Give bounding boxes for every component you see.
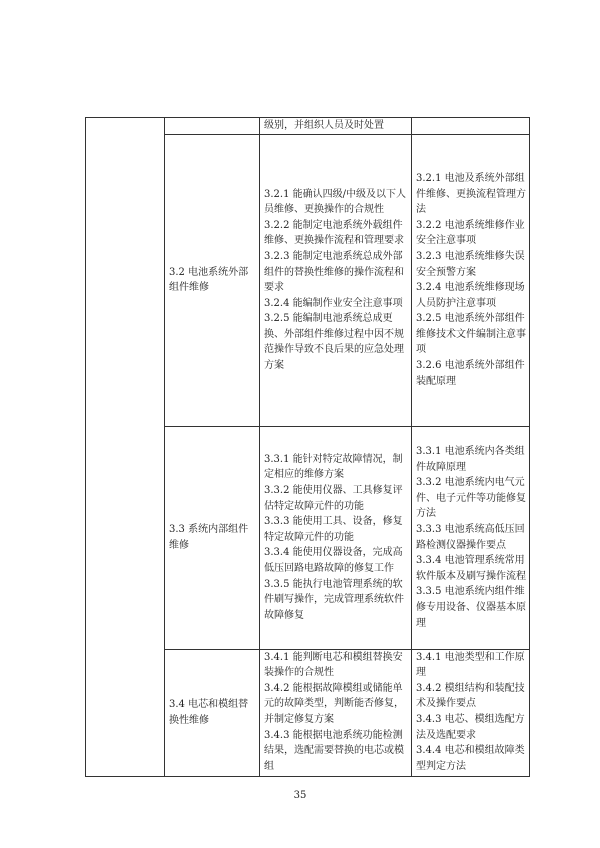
skill-item: 3.2.2 能制定电池系统外载组件维修、更换操作流程和管理要求 — [264, 219, 404, 247]
skill-item: 3.4.1 能判断电芯和模组替换安装操作的合规性 — [264, 651, 403, 679]
skill-item: 3.2.3 能制定电池系统总成外部组件的替换性维修的操作流程和要求 — [264, 250, 404, 294]
job-function-cell — [86, 118, 165, 777]
skills-cell — [260, 649, 412, 776]
knowledge-item: 3.4.3 电芯、模组选配方法及选配要求 — [416, 713, 525, 741]
skill-item: 3.3.3 能使用工具、设备，修复特定故障元件的功能 — [264, 516, 403, 543]
knowledge-item: 3.2.6 电池系统外部组件装配原理 — [416, 360, 525, 387]
skill-item: 3.3.4 能使用仪器设备，完成高低压回路电路故障的修复工作 — [264, 547, 403, 574]
section-cell: 3.4 电芯和模组替换性维修 — [165, 649, 260, 776]
knowledge-item: 3.4.2 模组结构和装配技术及操作要点 — [416, 682, 525, 710]
knowledge-item: 3.2.5 电池系统外部组件维修技术文件编制注意事项 — [416, 313, 526, 356]
knowledge-item: 3.4.4 电芯和模组故障类型判定方法 — [416, 745, 525, 772]
page-number: 35 — [293, 790, 307, 801]
skill-item: 3.2.4 能编制作业安全注意事项 — [264, 297, 403, 309]
skills-cell — [260, 118, 412, 135]
knowledge-item: 3.3.2 电池系统内电气元件、电子元件等功能修复方法 — [416, 477, 526, 520]
skill-item: 3.3.1 能针对特定故障情况，制定相应的维修方案 — [264, 453, 403, 481]
knowledge-item: 3.3.3 电池系统高低压回路检测仪器操作要点 — [416, 524, 525, 551]
skill-item: 3.4.2 能根据故障模组或储能单元的故障类型，判断能否修复，并制定修复方案 — [264, 682, 404, 725]
skill-item: 3.3.2 能使用仪器、工具修复评估特定故障元件的功能 — [264, 485, 403, 512]
competency-table — [85, 117, 530, 777]
skills-cell — [260, 134, 412, 426]
knowledge-item: 3.4.1 电池类型和工作原理 — [416, 651, 525, 679]
skill-item: 3.2.5 能编制电池系统总成更换、外部组件维修过程中因不规范操作导致不良后果的应急处理方案 — [264, 313, 404, 372]
knowledge-item: 3.2.2 电池系统维修作业安全注意事项 — [416, 219, 525, 247]
knowledge-item: 3.3.1 电池系统内各类组件故障原理 — [416, 446, 525, 473]
section-cell: 3.2 电池系统外部组件维修 — [165, 134, 260, 426]
knowledge-cell — [412, 426, 530, 649]
skill-item: 级别，并组织人员及时处置 — [264, 120, 384, 131]
table-row — [86, 118, 530, 135]
knowledge-item: 3.2.4 电池系统维修现场人员防护注意事项 — [416, 282, 525, 309]
skill-item: 3.2.1 能确认四级/中级及以下人员维修、更换操作的合规性 — [264, 188, 406, 216]
knowledge-item: 3.2.1 电池及系统外部组件维修、更换流程管理方法 — [416, 172, 526, 216]
skill-item: 3.3.5 能执行电池管理系统的软件刷写操作，完成管理系统软件故障修复 — [264, 578, 404, 621]
knowledge-cell — [412, 649, 530, 776]
section-cell: 3.3 系统内部组件维修 — [165, 426, 260, 649]
section-cell — [165, 118, 260, 135]
skill-item: 3.4.3 能根据电池系统功能检测结果，选配需要替换的电芯或模组 — [264, 729, 404, 772]
knowledge-item: 3.2.3 电池系统维修失误安全预警方案 — [416, 250, 525, 278]
knowledge-cell — [412, 118, 530, 135]
knowledge-item: 3.3.4 电池管理系统常用软件版本及刷写操作流程 — [416, 555, 526, 582]
skills-cell — [260, 426, 412, 649]
knowledge-item: 3.3.5 电池系统内组件维修专用设备、仪器基本原理 — [416, 586, 526, 629]
knowledge-cell — [412, 134, 530, 426]
